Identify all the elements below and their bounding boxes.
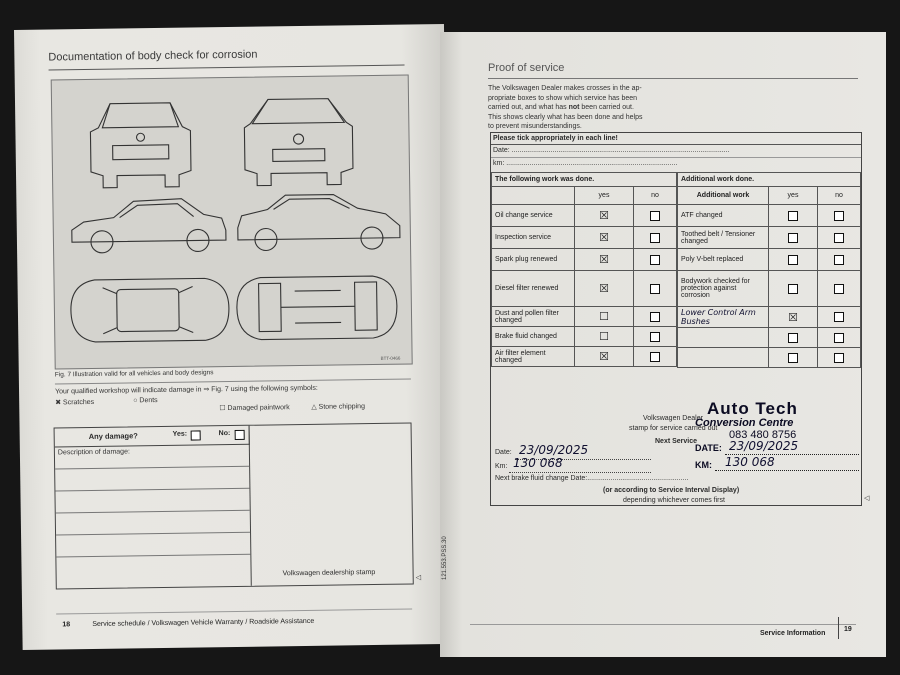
work-no-checkbox[interactable] bbox=[650, 332, 660, 342]
yes-col-header: yes bbox=[769, 187, 818, 205]
additional-label: Lower Control Arm Bushes bbox=[678, 307, 769, 328]
work-row bbox=[492, 307, 677, 327]
car-outlines-svg bbox=[52, 76, 412, 369]
car-side-view-1 bbox=[71, 198, 226, 253]
left-page bbox=[14, 24, 453, 650]
additional-row bbox=[678, 227, 861, 249]
additional-label bbox=[678, 348, 769, 368]
stamp-phone: 083 480 8756 bbox=[729, 429, 797, 441]
work-yes-checkbox[interactable]: ☒ bbox=[575, 271, 634, 307]
stamp-km-line bbox=[715, 470, 859, 471]
symbols-intro: Your qualified workshop will indicate damage in ⇒ Fig. 7 using the following symbols: bbox=[55, 384, 318, 396]
work-no-checkbox[interactable] bbox=[650, 255, 660, 265]
additional-row bbox=[678, 307, 861, 328]
stamp-company: Auto Tech bbox=[707, 399, 798, 418]
title-rule bbox=[49, 65, 405, 71]
work-row bbox=[492, 227, 677, 249]
blank-header-cell bbox=[492, 187, 575, 205]
title-rule bbox=[488, 78, 858, 79]
additional-no-checkbox[interactable] bbox=[834, 255, 844, 265]
additional-row bbox=[678, 348, 861, 368]
no-col-header: no bbox=[818, 187, 861, 205]
symbol-stone-chipping: △ Stone chipping bbox=[311, 403, 365, 411]
page-footer: Service Information bbox=[760, 630, 826, 637]
car-side-view-2 bbox=[237, 194, 400, 251]
brake-fluid-line: Next brake fluid change Date:.................................................... bbox=[495, 475, 689, 482]
no-col-header: no bbox=[634, 187, 677, 205]
work-label: Inspection service bbox=[492, 227, 575, 249]
symbol-dents: ○ Dents bbox=[133, 397, 158, 405]
car-rear-view bbox=[90, 103, 191, 188]
any-damage-label: Any damage? bbox=[88, 431, 138, 441]
stamp-text-2: stamp for service carried out bbox=[629, 425, 718, 432]
additional-row bbox=[678, 271, 861, 307]
form-rule bbox=[491, 157, 861, 158]
stamp-km-value: 130 068 bbox=[725, 455, 775, 469]
continue-arrow-icon: ◁ bbox=[415, 574, 422, 582]
description-line bbox=[55, 466, 249, 470]
work-label: Diesel filter renewed bbox=[492, 271, 575, 307]
additional-no-checkbox[interactable] bbox=[834, 353, 844, 363]
description-label: Description of damage: bbox=[57, 448, 130, 457]
additional-work-rows bbox=[678, 205, 861, 368]
yes-col-header: yes bbox=[575, 187, 634, 205]
work-yes-checkbox[interactable]: ☒ bbox=[575, 249, 634, 271]
page-title: Documentation of body check for corrosion bbox=[48, 48, 258, 64]
next-km-label: Km: bbox=[495, 463, 508, 470]
stamp-subtitle: Conversion Centre bbox=[695, 417, 794, 429]
fig-caption: Fig. 7 Illustration valid for all vehicles and body designs bbox=[54, 369, 214, 379]
car-diagram bbox=[51, 74, 413, 369]
page-footer: Service schedule / Volkswagen Vehicle Warranty / Roadside Assistance bbox=[92, 617, 315, 628]
description-line bbox=[55, 488, 249, 492]
additional-yes-checkbox[interactable] bbox=[788, 284, 798, 294]
work-no-checkbox[interactable] bbox=[650, 352, 660, 362]
work-row bbox=[492, 347, 677, 367]
page-number: 18 bbox=[62, 621, 71, 629]
car-front-view bbox=[244, 98, 353, 185]
additional-yes-checkbox[interactable] bbox=[788, 211, 798, 221]
work-yes-checkbox[interactable]: ☒ bbox=[575, 227, 634, 249]
work-label: Oil change service bbox=[492, 205, 575, 227]
work-yes-checkbox[interactable]: ☐ bbox=[575, 327, 634, 347]
description-line bbox=[56, 510, 250, 514]
side-code: 121.553.PSS.30 bbox=[442, 536, 448, 580]
damage-no-checkbox[interactable] bbox=[235, 430, 245, 440]
form-km-field[interactable]: km: ........................................................................................ bbox=[493, 160, 678, 167]
intro-line: to prevent misunderstandings. bbox=[488, 123, 582, 130]
work-label: Brake fluid changed bbox=[492, 327, 575, 347]
work-label: Spark plug renewed bbox=[492, 249, 575, 271]
additional-header: Additional work done. bbox=[678, 173, 861, 187]
intro-text bbox=[488, 84, 642, 132]
work-no-checkbox[interactable] bbox=[650, 284, 660, 294]
form-date-field[interactable]: Date: ................................................................................................................ bbox=[493, 147, 730, 154]
work-label: Dust and pollen filter changed bbox=[492, 307, 575, 327]
next-date-value: 23/09/2025 bbox=[519, 443, 589, 457]
next-service-label: Next Service bbox=[655, 438, 698, 445]
intro-part: been carried out. bbox=[579, 104, 634, 111]
stamp-divider bbox=[249, 426, 252, 586]
intro-line: The Volkswagen Dealer makes crosses in the ap- bbox=[488, 85, 642, 92]
tick-header: Please tick appropriately in each line! bbox=[491, 133, 861, 145]
additional-no-checkbox[interactable] bbox=[834, 333, 844, 343]
service-form bbox=[490, 132, 862, 506]
stamp-km-label: KM: bbox=[695, 460, 712, 470]
description-line bbox=[56, 554, 250, 558]
additional-yes-checkbox[interactable]: ☒ bbox=[769, 307, 818, 328]
additional-row bbox=[678, 328, 861, 348]
additional-no-checkbox[interactable] bbox=[834, 312, 844, 322]
symbol-damaged-paint: ☐ Damaged paintwork bbox=[219, 404, 290, 413]
work-no-checkbox[interactable] bbox=[650, 211, 660, 221]
fig-code: BTT-0466 bbox=[380, 355, 401, 361]
footer-rule bbox=[470, 624, 856, 625]
stamp-text-1: Volkswagen Dealer bbox=[643, 415, 703, 422]
symbol-scratches: ✖ Scratches bbox=[55, 398, 95, 407]
damage-yes-checkbox[interactable] bbox=[191, 430, 201, 440]
yes-label: Yes: bbox=[172, 430, 188, 438]
intro-line bbox=[488, 103, 642, 113]
next-km-value: 130 068 bbox=[513, 456, 563, 470]
stamp-date-label: DATE: bbox=[695, 443, 722, 453]
intro-emphasis: not bbox=[568, 104, 580, 111]
additional-label: ATF changed bbox=[678, 205, 769, 227]
work-row bbox=[492, 249, 677, 271]
symbols-rule bbox=[55, 378, 411, 384]
intro-line: This shows clearly what has been done and helps bbox=[488, 113, 643, 121]
work-label: Air filter element changed bbox=[492, 347, 575, 367]
additional-row bbox=[678, 249, 861, 271]
footer-rule bbox=[56, 608, 412, 614]
additional-label: Toothed belt / Tensioner changed bbox=[678, 227, 769, 249]
work-done-rows bbox=[492, 205, 677, 367]
additional-no-checkbox[interactable] bbox=[834, 211, 844, 221]
footer-divider bbox=[838, 617, 839, 639]
work-no-checkbox[interactable] bbox=[650, 233, 660, 243]
whichever-note: depending whichever comes first bbox=[623, 497, 725, 504]
additional-yes-checkbox[interactable] bbox=[788, 353, 798, 363]
work-yes-checkbox[interactable]: ☒ bbox=[575, 205, 634, 227]
right-page bbox=[440, 32, 886, 657]
damage-box bbox=[54, 422, 414, 589]
work-row bbox=[492, 271, 677, 307]
additional-no-checkbox[interactable] bbox=[834, 284, 844, 294]
additional-label: Poly V-belt replaced bbox=[678, 249, 769, 271]
additional-work-col-header: Additional work bbox=[678, 187, 769, 205]
work-yes-checkbox[interactable]: ☒ bbox=[575, 347, 634, 367]
car-top-view bbox=[70, 278, 229, 342]
next-date-label: Date: bbox=[495, 449, 512, 456]
km-dotted-line bbox=[509, 472, 651, 473]
additional-label: Bodywork checked for protection against corrosion bbox=[678, 271, 769, 307]
car-underbody-view bbox=[236, 276, 397, 340]
work-done-header: The following work was done. bbox=[492, 173, 677, 187]
stamp-date-value: 23/09/2025 bbox=[729, 439, 799, 453]
page-title: Proof of service bbox=[488, 62, 565, 74]
intro-part: carried out, and what has bbox=[488, 104, 569, 111]
additional-no-checkbox[interactable] bbox=[834, 233, 844, 243]
any-damage-row bbox=[55, 426, 250, 448]
additional-work-table bbox=[677, 172, 861, 368]
additional-yes-checkbox[interactable] bbox=[788, 333, 798, 343]
description-line bbox=[56, 532, 250, 536]
additional-yes-checkbox[interactable] bbox=[788, 255, 798, 265]
work-row bbox=[492, 327, 677, 347]
page-number: 19 bbox=[844, 626, 852, 633]
intro-line: propriate boxes to show which service has been bbox=[488, 94, 638, 102]
additional-label bbox=[678, 328, 769, 348]
dealer-stamp-label: Volkswagen dealership stamp bbox=[282, 569, 376, 578]
no-label: No: bbox=[218, 430, 231, 438]
work-yes-checkbox[interactable]: ☐ bbox=[575, 307, 634, 327]
continue-arrow-icon: ◁ bbox=[864, 495, 870, 502]
additional-yes-checkbox[interactable] bbox=[788, 233, 798, 243]
work-no-checkbox[interactable] bbox=[650, 312, 660, 322]
dealer-ink-stamp bbox=[691, 399, 861, 475]
interval-display-note: (or according to Service Interval Display) bbox=[603, 487, 740, 494]
work-done-table bbox=[491, 172, 677, 367]
additional-row bbox=[678, 205, 861, 227]
work-row bbox=[492, 205, 677, 227]
